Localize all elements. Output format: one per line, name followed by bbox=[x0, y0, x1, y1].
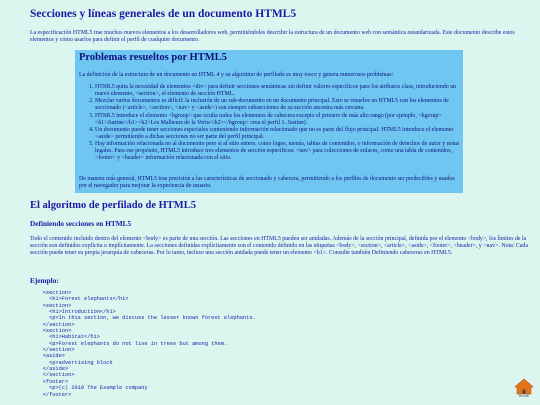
list-item: 2. Mezclar varios documentos es difícil: la inclusión de un sub-documento en un documento principal. Esto se resuelve en HTML5 con los elementos de seccionado (<article>, <section>, <nav> y <aside>) son siempre subsecciones de su sección ancestra más cercana. bbox=[95, 98, 471, 112]
list-item: 1. HTML5 quita la necesidad de elementos <div> para definir secciones semánticas sin definir valores específicos para los atributos class, introduciendo un nuevo elemento, <section>, el elemento de sección HTML. bbox=[95, 84, 471, 98]
code-example: <section> <h1>Forest elephants</h1> <section> <h1>Introduction</h1> <p>In this section, we discuss the lesser known forest elephants. </section> <section> <h1>Habitat</h1> <p>Forest elephants do not live in trees but among them. </section> <aside> <p>advertising block </aside> </section> <footer> <p>(c) 2010 The Example company </footer> bbox=[42, 290, 256, 398]
intro-paragraph: La especificación HTML5 trae muchos nuevos elementos a los desarrolladores web, permitiéndoles describir la estructura de un documento web con semántica estandarizada. Este documento describe estos elementos y cómo usarlos para definir el perfil de cualquier documento. bbox=[30, 30, 515, 44]
section-paragraph: Todo el contenido incluido dentro del elemento <body> es parte de una sección. Las secciones en HTML5 pueden ser anidadas. Además de la sección principal, definida por el elemento <body>, los límites de la sección son definidos explícita o implícitamente. La secciones definidas explícitamente son el contenido definido en las etiquetas <body>, <section>, <article>, <aside>, <footer>, <header>, y <nav>. Nota: Cada sección puede tener su propia jerarquía de cabeceras. Por lo tanto, incluso una sección anidada puede tener un elemento <h1>. Consulte también Definiendo cabeceras en HTML5. bbox=[30, 236, 528, 257]
box-heading: Problemas resueltos por HTML5 bbox=[79, 52, 227, 63]
home-button[interactable] bbox=[514, 378, 534, 400]
problems-list bbox=[79, 84, 471, 162]
home-icon bbox=[514, 378, 534, 395]
box-conclusion: De manera más general, HTML5 trae precisión a las características de seccionado y cabecera, permitiendo a los perfiles de documento ser predecibles y usados por el navegador para mejorar la experiencia de usuario. bbox=[79, 176, 455, 189]
problems-box bbox=[75, 50, 463, 193]
example-label: Ejemplo: bbox=[30, 276, 59, 285]
section-heading: El algoritmo de perfilado de HTML5 bbox=[30, 200, 196, 211]
page-title: Secciones y líneas generales de un documento HTML5 bbox=[30, 8, 297, 20]
box-intro: La definición de la estructura de un documento en HTML 4 y su algoritmo de perfilado es muy tosco y genera numerosos problemas: bbox=[79, 72, 394, 78]
list-item: 5. Hay información relacionada no al documento pero si al sitio entero, como logos, menús, tablas de contenidos, o información de derechos de autor y notas legales. Para ese propósito, HTML5 introduce tres elementos de sección específicos: <nav> para colecciones de enlaces, como una tabla de contenidos, <footer> y <header> información relacionada con el sitio. bbox=[95, 141, 471, 162]
list-item: 3. HTML5 introduce el elemento <hgroup> que oculta todos los elementos de cabecera excepto el primero de más alto rango (por ejemplo, <hgroup><h1>Justine</h1><h2>Les Malheurs de la Vertu</h2></hgroup> crea el perfil 1. Justine). bbox=[95, 113, 471, 127]
section-subheading: Definiendo secciones en HTML5 bbox=[30, 219, 132, 228]
list-item: 4. Un documento puede tener secciones especiales conteniendo información relacionado que no es parte del flujo principal. HTML5 introduce el elemento <aside> permitiendo a dichas secciones no ser parte del perfil principal. bbox=[95, 127, 471, 141]
home-label: HOME bbox=[518, 394, 530, 398]
